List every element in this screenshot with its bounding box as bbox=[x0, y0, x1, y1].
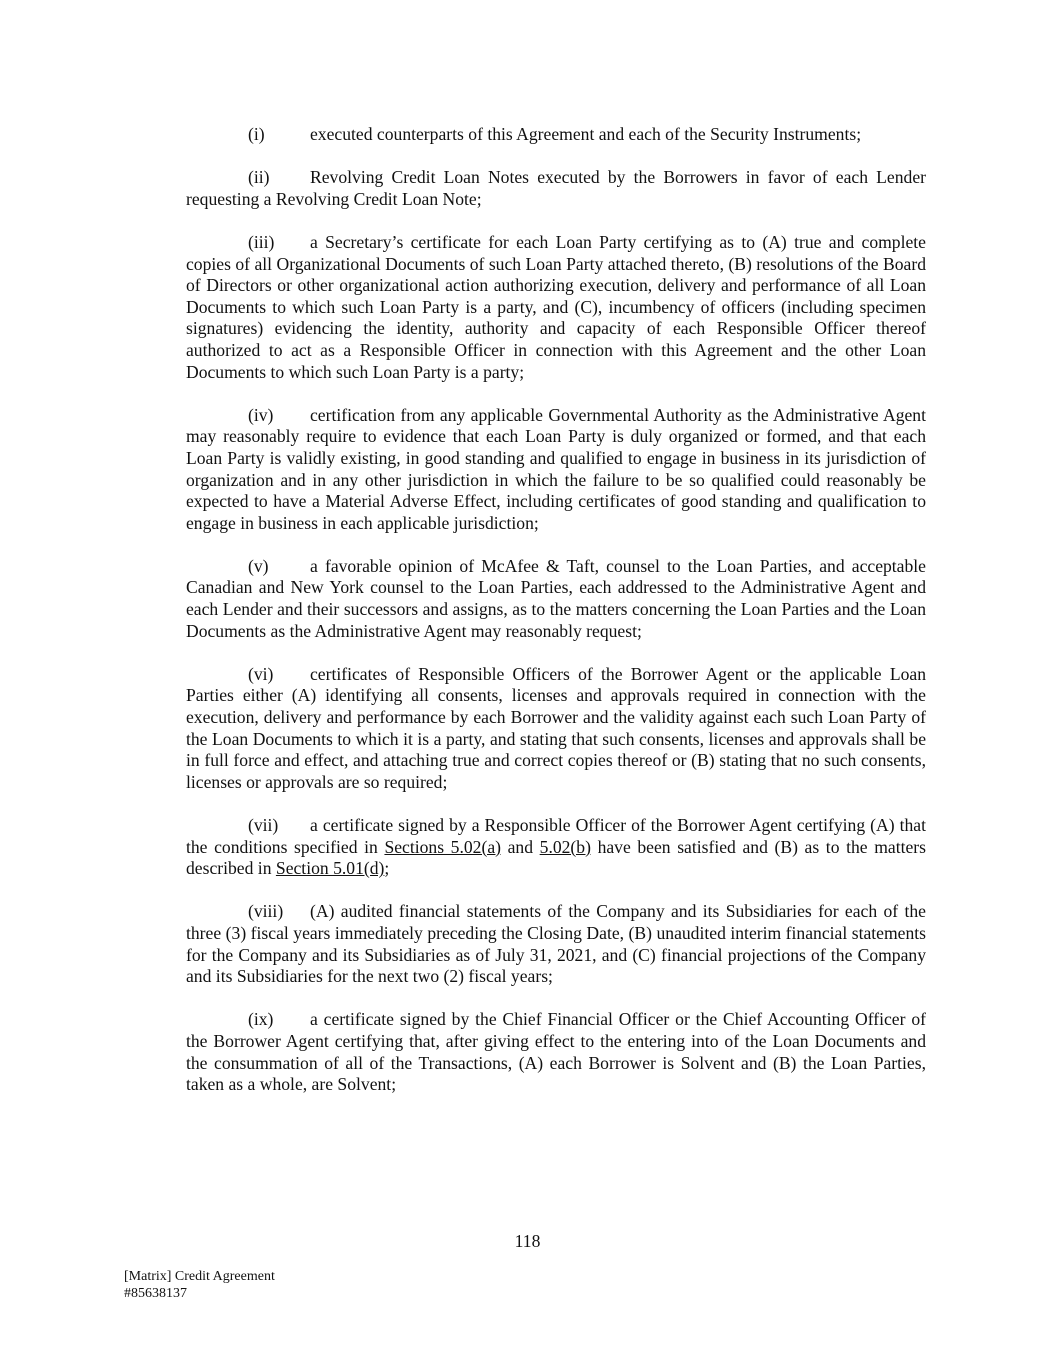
clause-text: a Secretary’s certificate for each Loan Party certifying as to (A) true and complete copies of all Organizational Documents of such Loan Party attached thereto, (B) resolutions of the Board of Directors or other organizational action authorizing execution, delivery and performance of all Loan Documents to which such Loan Party is a party, and (C), incumbency of officers (including specimen signatures) evidencing the identity, authority and capacity of each Responsible Officer thereof authorized to act as a Responsible Officer in connection with this Agreement and the other Loan Documents to which such Loan Party is a party; bbox=[186, 231, 926, 382]
clause-label: (iv) bbox=[248, 404, 274, 425]
clause-text: (A) audited financial statements of the Company and its Subsidiaries for each of the three (3) fiscal years immediately preceding the Closing Date, (B) unaudited interim financial statements for the Company and its Subsidiaries as of July 31, 2021, and (C) financial projections of the Company and its Subsidiaries for the next two (2) fiscal years; bbox=[186, 901, 926, 987]
footer-document-id: #85638137 bbox=[124, 1286, 187, 1301]
clause-text: have been satisfied and (B) as to the matters described in bbox=[186, 836, 926, 879]
clause-text: and bbox=[501, 836, 540, 857]
clause-text: a certificate signed by a Responsible Officer of the Borrower Agent certifying (A) that the conditions specified in bbox=[186, 815, 926, 857]
clause-v bbox=[186, 556, 926, 642]
clause-label: (vii) bbox=[248, 815, 279, 835]
clause-ii bbox=[186, 167, 926, 210]
clause-text: ; bbox=[384, 858, 390, 879]
section-reference-link: Sections 5.02(a) bbox=[384, 836, 501, 857]
clause-label: (v) bbox=[248, 555, 269, 576]
clause-list bbox=[186, 124, 926, 1117]
clause-iii bbox=[186, 232, 926, 383]
clause-text: certification from any applicable Governmental Authority as the Administrative Agent may reasonably require to evidence that each Loan Party is duly organized or formed, and that each Loan Party is validly existing, in good standing and qualified to engage in business in its jurisdiction of organization and in any other jurisdiction in which the failure to be so qualified could reasonably be expected to have a Material Adverse Effect, including certificates of good standing and qualification to engage in business in each applicable jurisdiction; bbox=[186, 404, 926, 533]
clause-label: (iii) bbox=[248, 231, 275, 252]
clause-label: (i) bbox=[248, 124, 265, 144]
clause-iv bbox=[186, 405, 926, 535]
clause-label: (vi) bbox=[248, 663, 274, 684]
page-number: 118 bbox=[514, 1231, 541, 1251]
footer-document-title: [Matrix] Credit Agreement bbox=[124, 1269, 275, 1284]
clause-text: executed counterparts of this Agreement and each of the Security Instruments; bbox=[310, 124, 862, 144]
clause-text: a certificate signed by the Chief Financial Officer or the Chief Accounting Officer of the Borrower Agent certifying that, after giving effect to the entering into of the Loan Documents and the consummation of all of the Transactions, (A) each Borrower is Solvent and (B) the Loan Parties, taken as a whole, are Solvent; bbox=[186, 1009, 926, 1095]
clause-i bbox=[186, 124, 926, 146]
clause-label: (ii) bbox=[248, 167, 270, 188]
clause-label: (viii) bbox=[248, 901, 284, 922]
section-reference-link: Section 5.01(d) bbox=[275, 858, 385, 879]
clause-text: Revolving Credit Loan Notes executed by the Borrowers in favor of each Lender requesting a Revolving Credit Loan Note; bbox=[186, 167, 926, 209]
clause-text: a favorable opinion of McAfee & Taft, counsel to the Loan Parties, and acceptable Canadian and New York counsel to the Loan Parties, each addressed to the Administrative Agent and each Lender and their successors and assigns, as to the matters concerning the Loan Parties and the Loan Documents as the Administrative Agent may reasonably request; bbox=[186, 555, 926, 641]
clause-vi bbox=[186, 664, 926, 794]
clause-label: (ix) bbox=[248, 1009, 274, 1030]
clause-text: certificates of Responsible Officers of the Borrower Agent or the applicable Loan Parties either (A) identifying all consents, licenses and approvals required in connection with the execution, delivery and performance by each Borrower and the validity against each such Loan Party of the Loan Documents to which it is a party, and stating that such consents, licenses and approvals shall be in full force and effect, and attaching true and correct copies thereof or (B) stating that no such consents, licenses or approvals are so required; bbox=[186, 663, 926, 792]
clause-viii bbox=[186, 901, 926, 987]
document-footer bbox=[124, 1268, 275, 1302]
clause-ix bbox=[186, 1009, 926, 1095]
section-reference-link: 5.02(b) bbox=[539, 836, 591, 857]
clause-vii bbox=[186, 815, 926, 880]
